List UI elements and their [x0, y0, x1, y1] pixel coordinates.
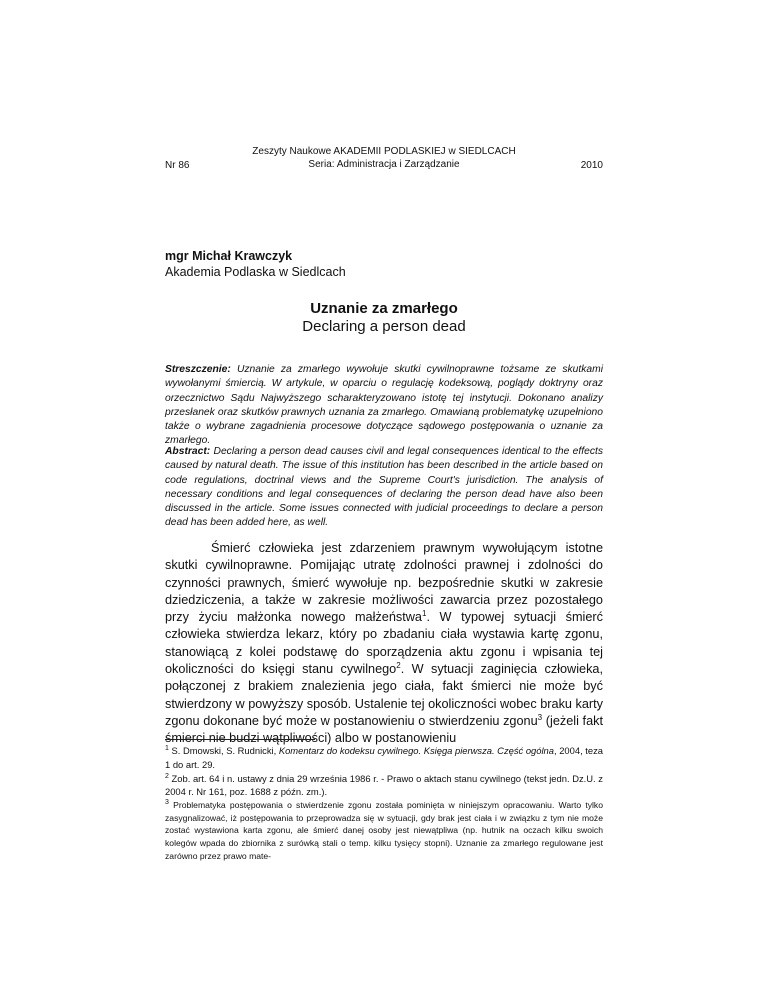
footnote-2: [165, 772, 603, 800]
footnote-ref-3[interactable]: 3: [537, 712, 543, 722]
footnote-ref-2[interactable]: 2: [396, 660, 401, 670]
footnote-3: [165, 799, 603, 862]
issue-number: Nr 86: [165, 160, 190, 171]
abstract-polish-label: Streszczenie:: [165, 364, 231, 375]
footnote-divider: [165, 739, 315, 740]
body-text-part-1: Śmierć człowieka jest zdarzeniem prawnym wywołującym istotne skutki cywilnoprawne. Pomijając utratę zdolności prawnej i zdolności do czynności prawnych, śmierć wywołuje np. bezpośrednie skutki w zakresie dziedziczenia, a także w zakresie możliwości zawarcia przez pozostałego przy życiu małżonka nowego małżeństwa: [165, 541, 603, 625]
footnote-2-number: 2: [165, 772, 169, 780]
journal-header: [200, 145, 568, 171]
journal-series: Seria: Administracja i Zarządzanie: [308, 159, 460, 170]
publication-year: 2010: [580, 160, 603, 171]
article-title: [165, 300, 603, 336]
footnote-1-authors: S. Dmowski, S. Rudnicki,: [168, 745, 279, 756]
author-block: [165, 248, 346, 280]
body-paragraph: [165, 540, 603, 748]
title-english: Declaring a person dead: [302, 318, 466, 335]
body-text-part-4: (jeżeli fakt śmierci nie budzi wątpliwości) albo w postanowieniu: [165, 713, 604, 746]
abstract-polish-text: Uznanie za zmarłego wywołuje skutki cywilnoprawne tożsame ze skutkami wywołanymi śmiercią. W artykule, w oparciu o regulację kodeksową, poglądy doktryny oraz orzecznictwo Sądu Najwyższego scharakteryzowano istotę tej instytucji. Dokonano analizy przesłanek oraz skutków prawnych uznania za zmarłego. Omawianą problematykę uzupełniono także o wybrane zagadnienia procesowe dotyczące sądowego postępowania o uznanie za zmarłego.: [165, 364, 603, 447]
footnote-1-citation: , 2004, teza 1 do art. 29.: [165, 745, 603, 770]
abstract-english: [165, 445, 603, 531]
body-text-part-3: . W sytuacji zaginięcia człowieka, połączonej z brakiem znalezienia jego ciała, fakt śmierci nie może być stwierdzony w powyższy sposób. Ustalenie tej okoliczności wobec braku karty zgonu dokonane być może w postanowieniu o stwierdzeniu zgonu: [165, 662, 603, 728]
author-name: mgr Michał Krawczyk: [165, 249, 293, 263]
footnote-1-number: 1: [165, 744, 169, 752]
footnote-3-number: 3: [165, 799, 169, 807]
body-text-part-2: . W typowej sytuacji śmierć człowieka stwierdza lekarz, który po zbadaniu ciała wystawia kartę zgonu, stanowiącą z kolei podstawę do sporządzenia aktu zgonu i wpisania tej okoliczności do księgi stanu cywilnego: [165, 610, 603, 677]
journal-name: Zeszyty Naukowe AKADEMII PODLASKIEJ w SIEDLCACH: [252, 146, 516, 157]
footnote-2-text: Zob. art. 64 i n. ustawy z dnia 29 września 1986 r. - Prawo o aktach stanu cywilnego (tekst jedn. Dz.U. z 2004 r. Nr 161, poz. 1688 z późn. zm.).: [165, 772, 603, 798]
footnotes: [165, 744, 603, 862]
abstract-english-label: Abstract:: [165, 446, 211, 457]
author-affiliation: Akademia Podlaska w Siedlcach: [165, 265, 346, 279]
title-polish: Uznanie za zmarłego: [310, 300, 458, 317]
footnote-3-text: Problematyka postępowania o stwierdzenie zgonu została pominięta w niniejszym opracowaniu. Warto tylko zasygnalizować, iż postępowania to przeprowadza się w sytuacji, gdy brak jest ciała i w związku z tym nie może zostać wystawiona karta zgonu, ale śmierć danej osoby jest niewątpliwa (np. hutnik na oczach kilku swoich kolegów wpada do zbiornika z surówką stali o temp. kilku tysięcy stopni). Uznanie za zmarłego regulowane jest zarówno przez prawo mate-: [165, 800, 603, 861]
footnote-1-book-title: Komentarz do kodeksu cywilnego. Księga pierwsza. Część ogólna: [278, 745, 554, 756]
footnote-1: [165, 744, 603, 772]
footnote-ref-1[interactable]: 1: [421, 608, 427, 618]
abstract-polish: [165, 363, 603, 449]
abstract-english-text: Declaring a person dead causes civil and legal consequences identical to the effects caused by natural death. The issue of this institution has been described in the article based on code regulations, doctrinal views and the Supreme Court's jurisdiction. The analysis of necessary conditions and legal consequences of declaring the person dead have also been discussed in the article. Some issues connected with judicial proceedings to declare a person dead has been added here, as well.: [165, 446, 603, 529]
